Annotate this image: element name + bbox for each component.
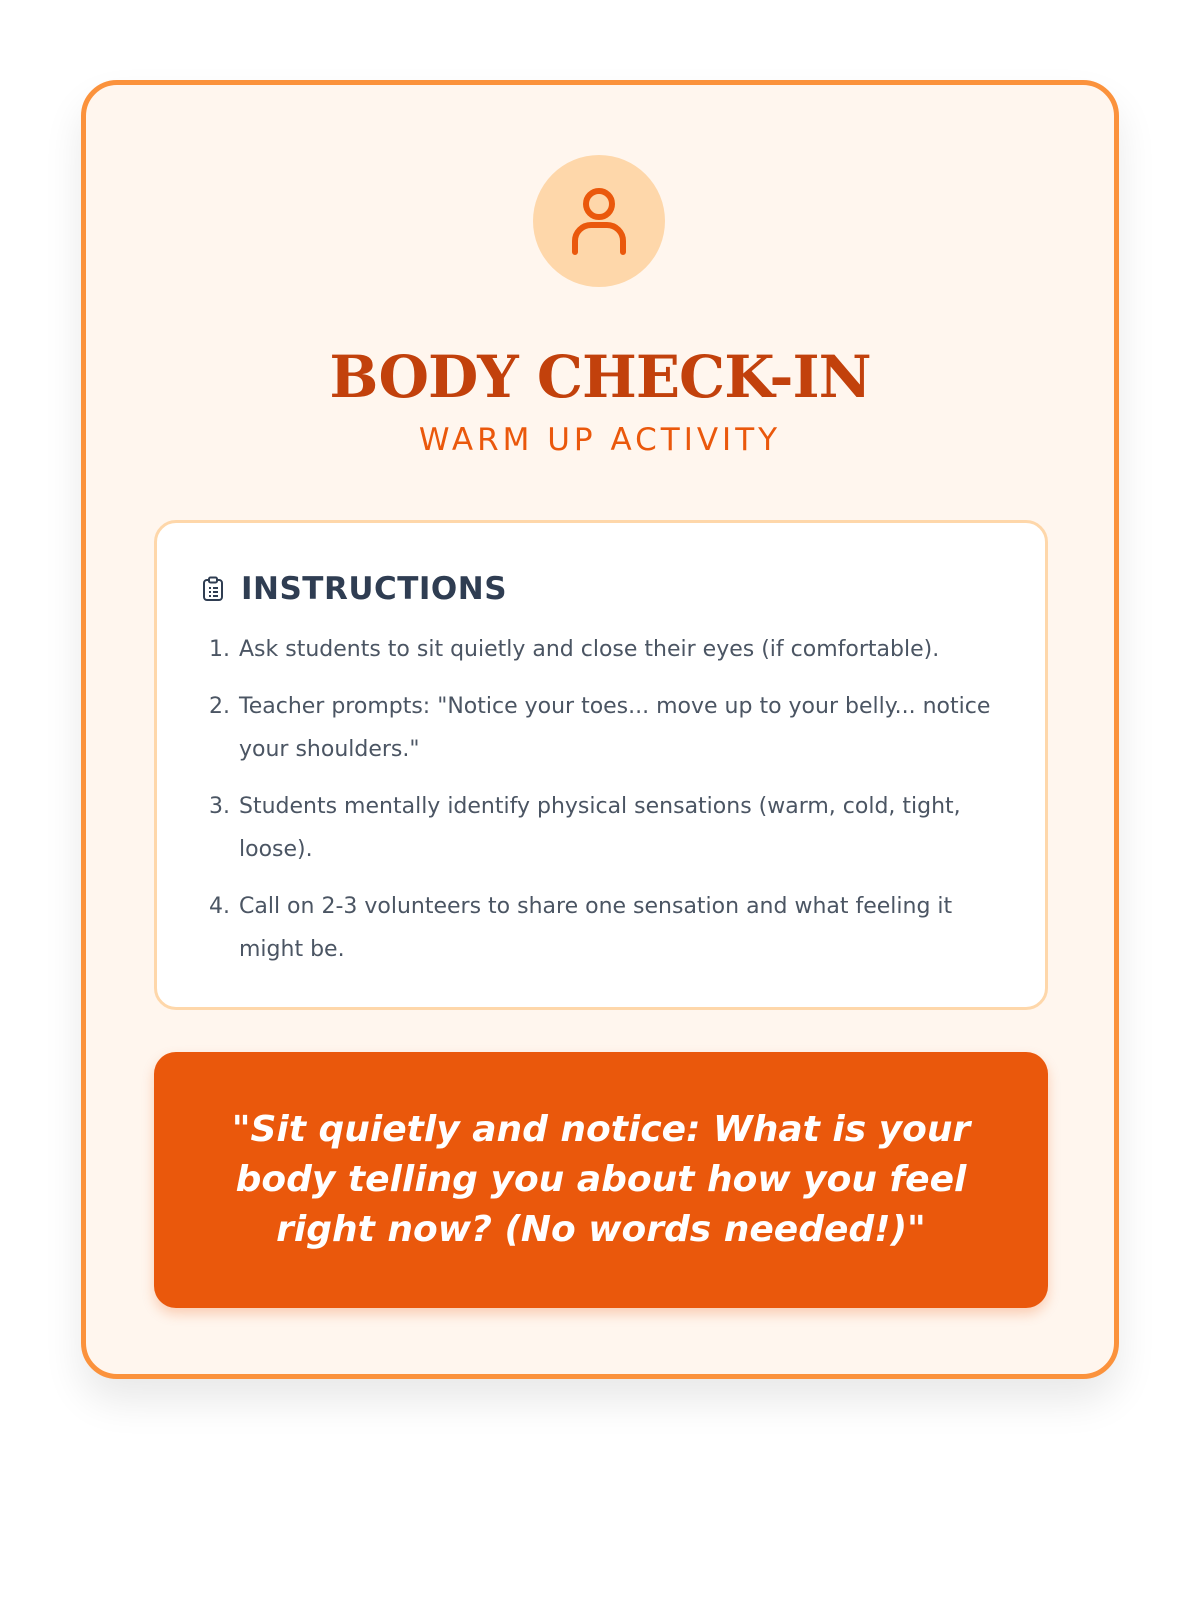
step-text: Students mentally identify physical sensations (warm, cold, tight, loose). [239,794,961,862]
instructions-panel [154,520,1048,1010]
step-text: Teacher prompts: "Notice your toes... move up to your belly... notice your shoulders." [239,694,991,762]
instructions-header [201,567,507,611]
list-item [209,885,1009,971]
step-number: 2. [209,694,230,719]
list-item [209,685,1009,771]
step-number: 3. [209,794,230,819]
list-item [209,785,1009,871]
list-item [209,628,1009,671]
user-icon [570,185,628,257]
page-title: BODY CHECK-IN [329,343,871,411]
prompt-quote-text: "Sit quietly and notice: What is your body telling you about how you feel right now? (No words needed!)" [231,1109,971,1250]
step-number: 1. [209,637,230,662]
step-number: 4. [209,894,230,919]
step-text: Call on 2-3 volunteers to share one sensation and what feeling it might be. [239,894,953,962]
page-subtitle: WARM UP ACTIVITY [418,422,782,458]
prompt-quote-box [154,1052,1048,1308]
clipboard-icon [201,576,225,602]
avatar [533,155,665,287]
instructions-list [209,628,1009,985]
instructions-heading: INSTRUCTIONS [241,571,508,607]
step-text: Ask students to sit quietly and close their eyes (if comfortable). [239,637,940,662]
